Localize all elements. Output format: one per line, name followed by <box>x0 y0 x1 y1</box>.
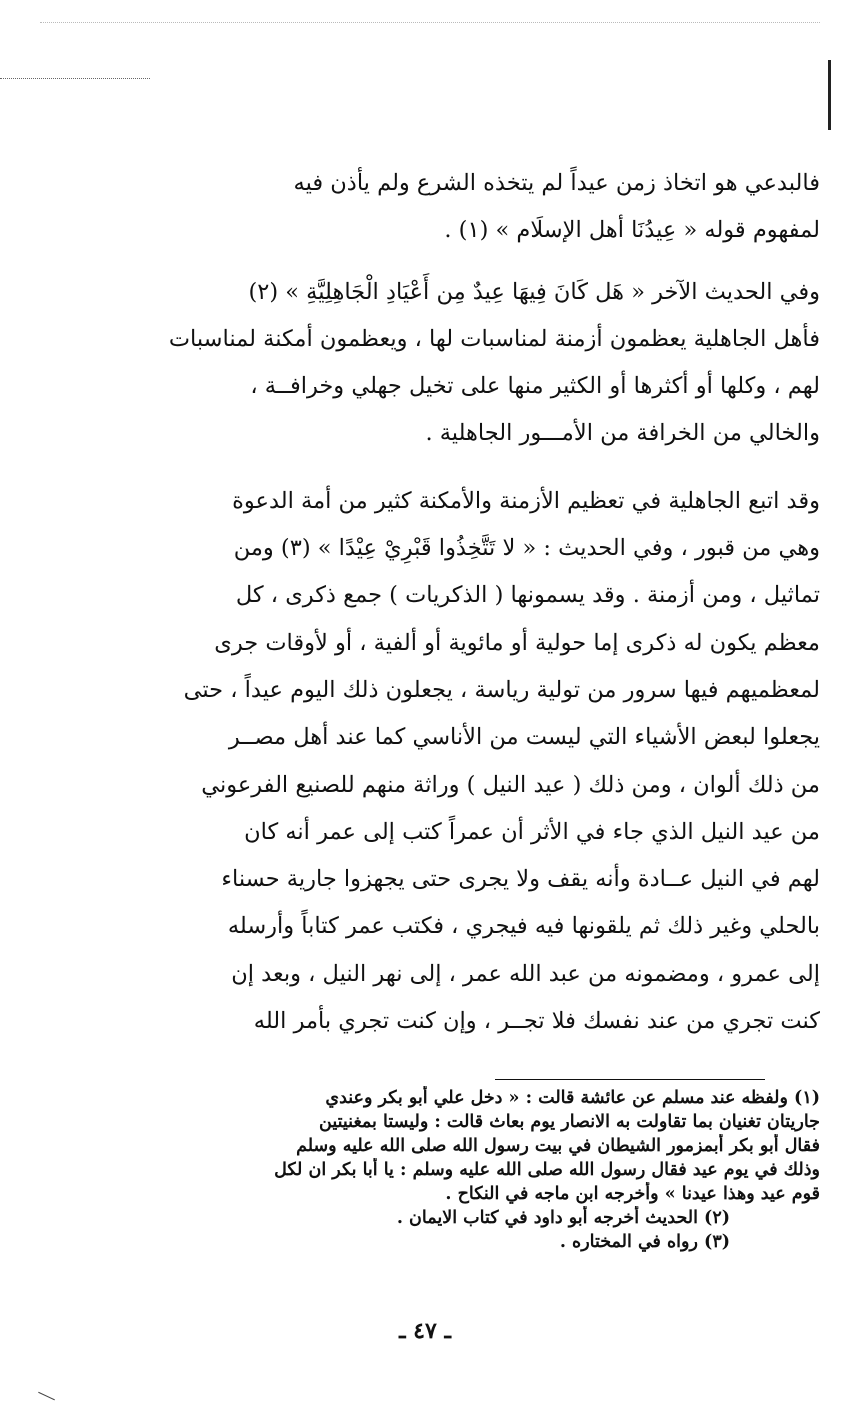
text-line: وقد اتبع الجاهلية في تعظيم الأزمنة والأمكنة كثير من أمة الدعوة <box>232 487 820 514</box>
footnote-line: قوم عيد وهذا عيدنا » وأخرجه ابن ماجه في النكاح . <box>445 1184 820 1204</box>
text-line: إلى عمرو ، ومضمونه من عبد الله عمر ، إلى نهر النيل ، وبعد إن <box>231 960 820 987</box>
footnote-line: (١) ولفظه عند مسلم عن عائشة قالت : « دخل علي أبو بكر وعندي <box>325 1088 820 1108</box>
scan-edge-mark <box>828 60 831 130</box>
text-line: وهي من قبور ، وفي الحديث : « لا تَتَّخِذُوا قَبْرِيْ عِيْدًا » (٣) ومن <box>233 535 820 562</box>
text-line: من عيد النيل الذي جاء في الأثر أن عمراً كتب إلى عمر أنه كان <box>244 818 820 845</box>
text-line: كنت تجري من عند نفسك فلا تجــر ، وإن كنت تجري بأمر الله <box>253 1008 820 1035</box>
text-line: فأهل الجاهلية يعظمون أزمنة لمناسبات لها ، ويعظمون أمكنة لمناسبات <box>168 325 820 352</box>
scan-corner-mark <box>33 1392 55 1411</box>
footnote-line: (٢) الحديث أخرجه أبو داود في كتاب الايمان . <box>396 1208 730 1228</box>
text-line: تماثيل ، ومن أزمنة . وقد يسمونها ( الذكريات ) جمع ذكرى ، كل <box>235 582 820 609</box>
page-number: ـ ٤٧ ـ <box>399 1318 451 1344</box>
text-line: فالبدعي هو اتخاذ زمن عيداً لم يتخذه الشرع ولم يأذن فيه <box>293 170 820 196</box>
text-line: وفي الحديث الآخر « هَل كَانَ فِيهَا عِيدٌ مِن أَعْيَادِ الْجَاهِلِيَّةِ » (٢) <box>248 278 820 305</box>
text-line: معظم يكون له ذكرى إما حولية أو مائوية أو ألفية ، أو لأوقات جرى <box>214 629 820 656</box>
text-line: لهم في النيل عــادة وأنه يقف ولا يجرى حتى يجهزوا جارية حسناء <box>221 866 820 893</box>
footnote-line: فقال أبو بكر أبمزمور الشيطان في بيت رسول الله صلى الله عليه وسلم <box>296 1136 820 1156</box>
text-line: لمفهوم قوله « عِيدُنَا أهل الإسلَام » (١) . <box>444 217 820 244</box>
footnotes <box>110 1086 820 1254</box>
text-line: يجعلوا لبعض الأشياء التي ليست من الأناسي كما عند أهل مصــر <box>228 724 820 751</box>
footnote-separator <box>495 1079 765 1080</box>
text-line: لهم ، وكلها أو أكثرها أو الكثير منها على تخيل جهلي وخرافــة ، <box>250 373 820 400</box>
text-line: بالحلي وغير ذلك ثم يلقونها فيه فيجري ، فكتب عمر كتاباً وأرسله <box>227 913 820 940</box>
scan-dots <box>40 22 820 63</box>
main-text <box>110 160 820 1045</box>
text-line: من ذلك ألوان ، ومن ذلك ( عيد النيل ) وراثة منهم للصنيع الفرعوني <box>201 771 820 798</box>
scan-smudge <box>0 68 150 79</box>
footnote-line: وذلك في يوم عيد فقال رسول الله صلى الله عليه وسلم : يا أبا بكر ان لكل <box>274 1160 820 1180</box>
text-line: لمعظميهم فيها سرور من تولية رياسة ، يجعلون ذلك اليوم عيداً ، حتى <box>183 676 820 703</box>
text-line: والخالي من الخرافة من الأمـــور الجاهلية . <box>425 420 820 447</box>
footnote-line: (٣) رواه في المختاره . <box>559 1232 730 1252</box>
footnote-line: جاريتان تغنيان بما تقاولت به الانصار يوم بعاث قالت : وليستا بمغنيتين <box>319 1112 820 1132</box>
